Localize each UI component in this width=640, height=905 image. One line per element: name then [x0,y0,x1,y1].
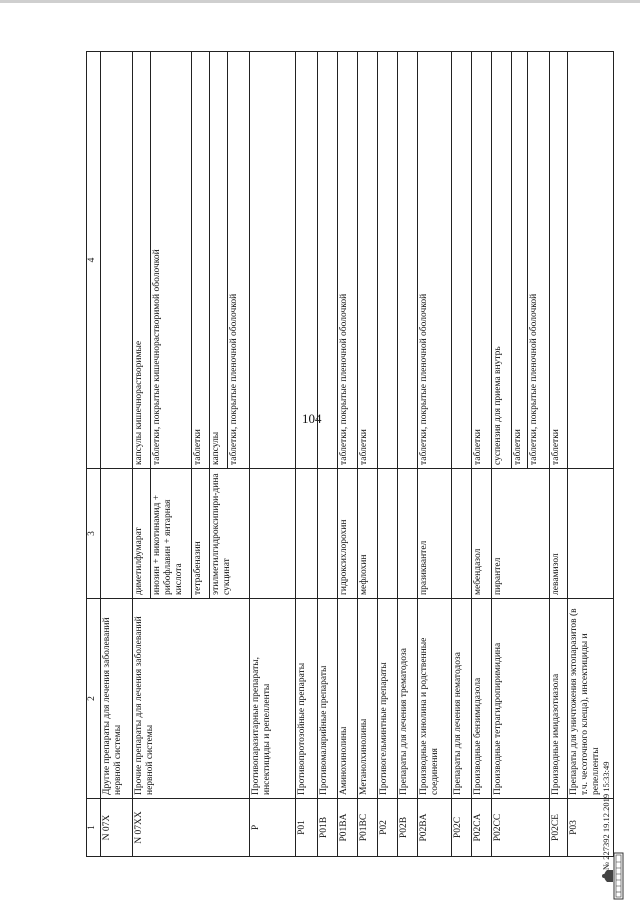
group-cell: Препараты для уничтожения эктопаразитов (в т.ч. чесоточного клеща), инсектициды и репелленты [568,599,614,799]
form-cell: таблетки, покрытые кишечнорастворимой оболочкой [151,52,192,469]
table-row [296,52,318,857]
drug-cell [398,469,418,599]
form-cell [452,52,472,469]
drug-cell: этилметилгидроксипири-дина сукцинат [210,469,250,599]
group-cell: Препараты для лечения трематодоза [398,599,418,799]
form-cell [568,52,614,469]
form-cell [378,52,398,469]
atc-code-cell: P03 [568,799,614,857]
group-cell: Противопротозойные препараты [296,599,318,799]
group-cell: Аминохинолины [338,599,358,799]
atc-code-cell: P01BC [358,799,378,857]
atc-code-cell: P01B [318,799,338,857]
drug-cell [568,469,614,599]
table-row [101,52,133,857]
form-cell: таблетки [358,52,378,469]
table-row [398,52,418,857]
group-cell: Противомалярийные препараты [318,599,338,799]
document-registration-footer: № 227392 19.12.2019 15:33:49 [601,761,611,870]
atc-code-cell: P [250,799,296,857]
group-cell: Препараты для лечения нематодоза [452,599,472,799]
rotated-table-container [86,52,632,857]
group-cell: Метанолхинолины [358,599,378,799]
form-cell: капсулы кишечнорастворимые [133,52,151,469]
form-cell [250,52,296,469]
table-row [452,52,472,857]
drug-cell: мефлохин [358,469,378,599]
form-cell [296,52,318,469]
table-row [250,52,296,857]
drug-cell [378,469,398,599]
table-row [550,52,568,857]
drug-cell [296,469,318,599]
table-row [378,52,398,857]
atc-code-cell: P02CA [472,799,492,857]
atc-code-cell: P02CC [492,799,550,857]
atc-code-cell: P02B [398,799,418,857]
group-cell: Производные хинолина и родственные соединения [418,599,452,799]
table-row [492,52,512,857]
scan-top-edge [0,0,640,3]
column-header: 4 [87,52,101,469]
page-number: 104 [302,411,322,426]
table-row [418,52,452,857]
form-cell: таблетки, покрытые пленочной оболочкой [418,52,452,469]
form-cell: таблетки [472,52,492,469]
table-header-row [87,52,101,857]
atc-code-cell: N 07X [101,799,133,857]
column-header: 2 [87,599,101,799]
atc-code-cell: P01 [296,799,318,857]
drug-table [86,51,614,857]
drug-cell: тетрабеназин [192,469,210,599]
drug-cell: мебендазол [472,469,492,599]
form-cell: таблетки [512,52,528,469]
atc-code-cell: P02BA [418,799,452,857]
column-header: 1 [87,799,101,857]
form-cell: таблетки, покрытые пленочной оболочкой [338,52,358,469]
emblem-stamp-icon [600,850,629,900]
atc-code-cell: P01BA [338,799,358,857]
form-cell [318,52,338,469]
table-row [318,52,338,857]
table-row [472,52,492,857]
table-row [358,52,378,857]
drug-cell: празиквантел [418,469,452,599]
form-cell [398,52,418,469]
drug-cell [101,469,133,599]
column-header: 3 [87,469,101,599]
drug-cell: гидроксихлорохин [338,469,358,599]
table-row [338,52,358,857]
form-cell: капсулы [210,52,228,469]
drug-cell [452,469,472,599]
group-cell: Производные бензимидазола [472,599,492,799]
group-cell: Противопаразитарные препараты, инсектициды и репелленты [250,599,296,799]
form-cell: таблетки, покрытые пленочной оболочкой [228,52,250,469]
atc-code-cell: P02CE [550,799,568,857]
drug-cell: инозин + никотинамид + рибофлавин + янтарная кислота [151,469,192,599]
drug-cell: пирантел [492,469,550,599]
form-cell: таблетки [550,52,568,469]
group-cell: Другие препараты для лечения заболеваний нервной системы [101,599,133,799]
atc-code-cell: P02C [452,799,472,857]
drug-cell: диметилфумарат [133,469,151,599]
group-cell: Производные тетрагидропиримидина [492,599,550,799]
drug-cell [318,469,338,599]
group-cell: Противогельминтные препараты [378,599,398,799]
atc-code-cell: P02 [378,799,398,857]
form-cell: таблетки, покрытые пленочной оболочкой [528,52,550,469]
group-cell: Прочие препараты для лечения заболеваний нервной системы [133,599,250,799]
atc-code-cell: N 07XX [133,799,250,857]
form-cell: суспензия для приема внутрь [492,52,512,469]
form-cell: таблетки [192,52,210,469]
drug-cell [250,469,296,599]
group-cell: Производные имидазотиазола [550,599,568,799]
table-row [133,52,151,857]
drug-cell: левамизол [550,469,568,599]
form-cell [101,52,133,469]
